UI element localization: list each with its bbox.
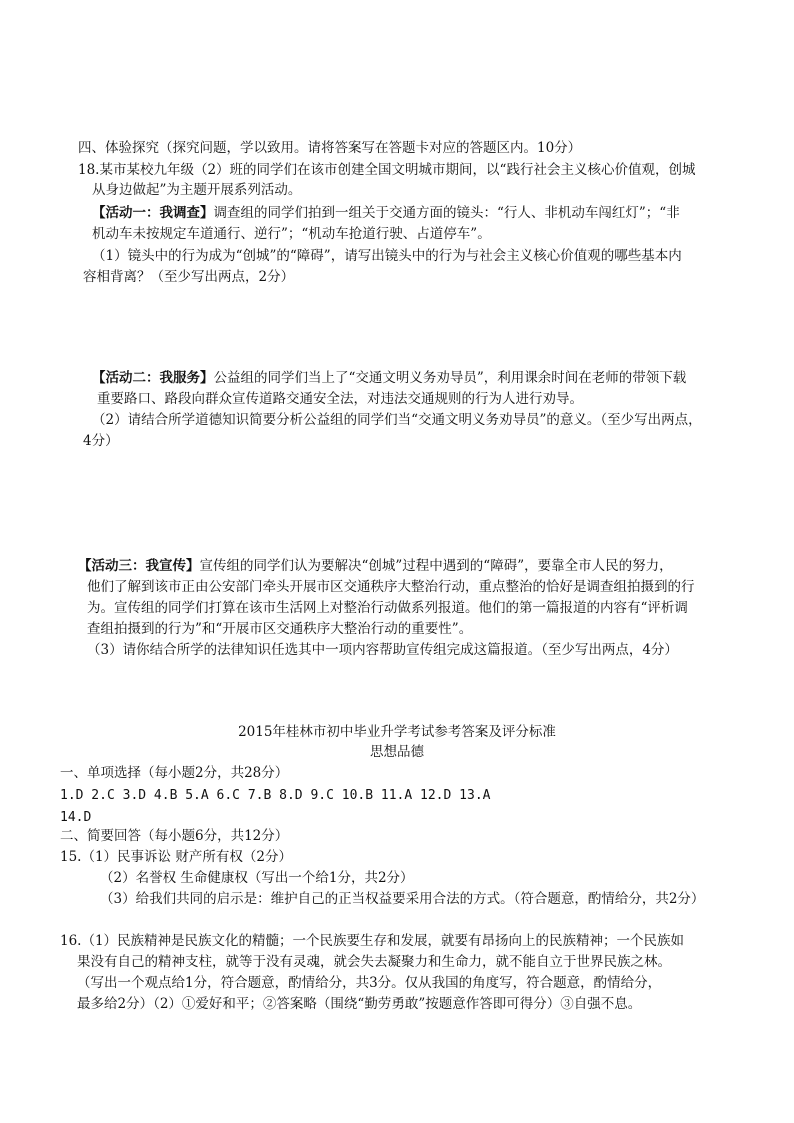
activity2-text1: 公益组的同学们当上了“交通文明义务劝导员”，利用课余时间在老师的带领下载 [213,370,687,386]
part1-heading: 一、单项选择（每小题2分，共28分） [60,765,289,781]
question2-line1: （2）请结合所学道德知识简要分析公益组的同学们当“交通文明义务劝导员”的意义。（至少写出两点， [92,412,702,428]
q18-intro-line1: 18.某市某校九年级（2）班的同学们在该市创建全国文明城市期间，以“践行社会主义核心价值观，创城 [78,162,696,178]
activity3-line3: 为。宣传组的同学们打算在该市生活网上对整治行动做系列报道。他们的第一篇报道的内容有“评析调 [87,600,688,616]
q16-line4: 最多给2分）（2）①爱好和平；②答案略（围绕“勤劳勇敢”按题意作答即可得分）③自强不息。 [77,996,642,1012]
answers-title: 2015年桂林市初中毕业升学考试参考答案及评分标准 [238,724,556,740]
q15-line3: （3）给我们共同的启示是：维护自己的正当权益要采用合法的方式。（符合题意，酌情给分，共2分） [100,891,705,907]
q16-line2: 果没有自己的精神支柱，就等于没有灵魂，就会失去凝聚力和生命力，就不能自立于世界民族之林。 [77,954,671,970]
activity2-line1 [92,368,686,388]
q16-line1: 16.（1）民族精神是民族文化的精髓；一个民族要生存和发展，就要有昂扬向上的民族精神；一个民族如 [60,933,685,949]
activity3-tag: 【活动三：我宣传】 [78,558,200,574]
q15-line1: 15.（1）民事诉讼 财产所有权（2分） [60,849,292,865]
activity1-text1: 调查组的同学们拍到一组关于交通方面的镜头：“行人、非机动车闯红灯”；“非 [213,205,680,221]
part2-heading: 二、简要回答（每小题6分，共12分） [60,828,289,844]
q16-line3: （写出一个观点给1分，符合题意，酌情给分，共3分。仅从我国的角度写，符合题意，酌情给分， [77,975,662,991]
section4-heading: 四、体验探究（探究问题，学以致用。请将答案写在答题卡对应的答题区内。10分） [78,140,582,156]
activity3-text1: 宣传组的同学们认为要解决“创城”过程中遇到的“障碍”，要靠全市人民的努力， [199,558,673,574]
activity1-tag: 【活动一：我调查】 [92,205,214,221]
question1-line1: （1）镜头中的行为成为“创城”的“障碍”，请写出镜头中的行为与社会主义核心价值观的哪些基本内 [92,248,682,264]
activity2-tag: 【活动二：我服务】 [92,370,214,386]
activity1-text2: 机动车未按规定车道通行、逆行”；“机动车抢道行驶、占道停车”。 [92,226,491,242]
activity3-line4: 查组拍摄到的行为”和“开展市区交通秩序大整治行动的重要性”。 [87,621,473,637]
part1-answers-line2: 14.D [60,810,92,825]
question3: （3）请你结合所学的法律知识任选其中一项内容帮助宣传组完成这篇报道。（至少写出两点，4分） [87,642,678,658]
activity1-line1 [92,203,680,223]
question2-line2: 4分） [83,433,119,449]
activity3-line2: 他们了解到该市正由公安部门牵头开展市区交通秩序大整治行动，重点整治的恰好是调查组拍摄到的行 [87,579,695,595]
q15-line2: （2）名誉权 生命健康权（写出一个给1分，共2分） [100,870,414,886]
activity2-text2: 重要路口、路段向群众宣传道路交通安全法，对违法交通规则的行为人进行劝导。 [97,391,583,407]
question1-line2: 容相背离？（至少写出两点，2分） [83,269,295,285]
answers-subject: 思想品德 [370,744,424,760]
q18-intro-line2: 从身边做起”为主题开展系列活动。 [92,182,302,198]
activity3-line1 [78,556,673,576]
part1-answers-line1: 1.D 2.C 3.D 4.B 5.A 6.C 7.B 8.D 9.C 10.B 11.A 12.D 13.A [60,788,491,803]
